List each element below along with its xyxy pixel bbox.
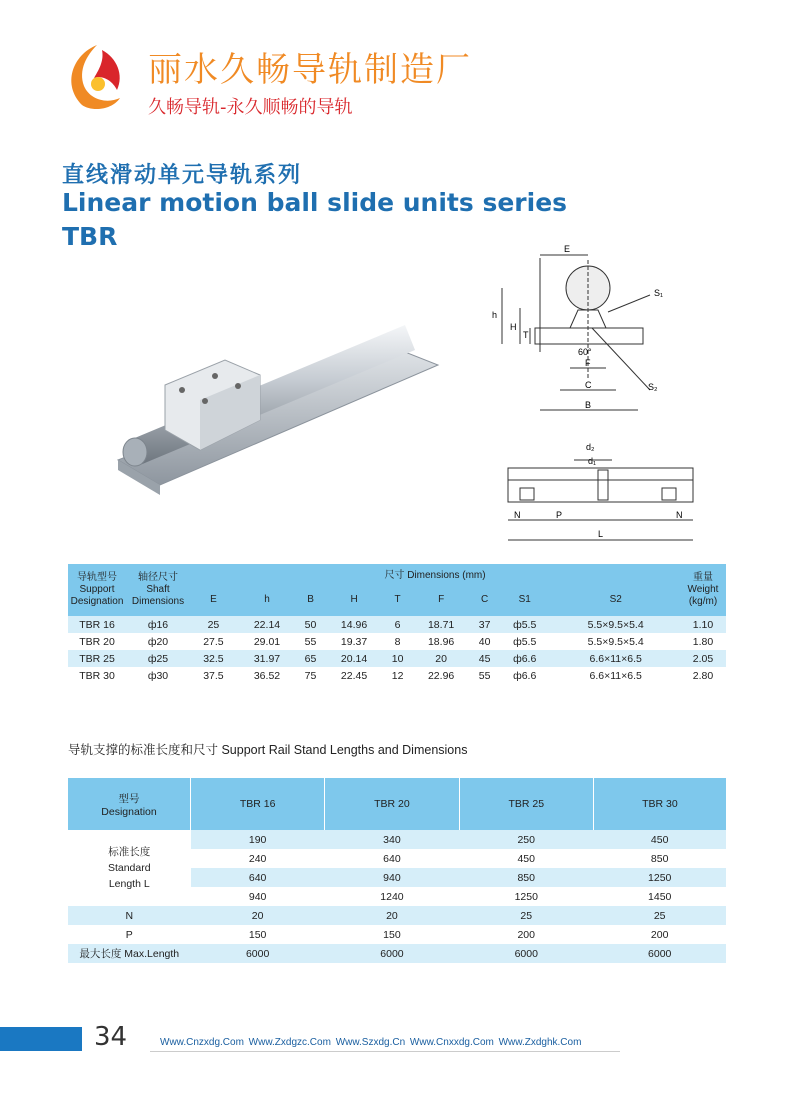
header-model: TBR 25 bbox=[459, 778, 593, 830]
table-row bbox=[68, 830, 726, 849]
table-cell: 19.37 bbox=[340, 635, 368, 648]
header-model: TBR 20 bbox=[325, 778, 459, 830]
header-dim-col: T bbox=[394, 593, 401, 605]
table-cell: 2.05 bbox=[692, 652, 714, 665]
label-h: h bbox=[492, 310, 498, 320]
table-cell: 50 bbox=[304, 618, 317, 631]
table-cell: 75 bbox=[304, 669, 317, 682]
table-cell: 45 bbox=[478, 652, 491, 665]
company-logo bbox=[62, 40, 132, 115]
table-row bbox=[68, 633, 726, 650]
header-dim-col: E bbox=[210, 593, 217, 605]
table-cell: 10 bbox=[391, 652, 404, 665]
page-number: 34 bbox=[94, 1022, 128, 1052]
table-cell: 6000 bbox=[459, 944, 593, 963]
table-cell: 6000 bbox=[325, 944, 459, 963]
header-dim-col: S1 bbox=[518, 593, 531, 605]
label-E: E bbox=[564, 244, 571, 254]
header-model: TBR 30 bbox=[593, 778, 726, 830]
table-cell: 25 bbox=[207, 618, 220, 631]
table-row bbox=[68, 650, 726, 667]
table-cell: ф5.5 bbox=[513, 618, 537, 631]
label-N-left: N bbox=[514, 510, 521, 520]
table-cell: 27.5 bbox=[203, 635, 224, 648]
header-dim-col: B bbox=[307, 593, 314, 605]
title-english: Linear motion ball slide units series bbox=[62, 188, 568, 217]
table-cell: 55 bbox=[478, 669, 491, 682]
company-slogan: 久畅导轨-永久顺畅的导轨 bbox=[148, 97, 353, 118]
table-cell: 55 bbox=[304, 635, 317, 648]
table-cell: 29.01 bbox=[253, 635, 281, 648]
label-F: F bbox=[585, 358, 591, 368]
table-cell: ф20 bbox=[147, 635, 169, 648]
table-row bbox=[68, 906, 726, 925]
table-cell: 22.14 bbox=[253, 618, 281, 631]
table-row bbox=[68, 925, 726, 944]
header-dim-col: h bbox=[264, 593, 270, 605]
title-chinese: 直线滑动单元导轨系列 bbox=[62, 163, 303, 188]
table-cell: 20.14 bbox=[340, 652, 368, 665]
table-cell: 6000 bbox=[191, 944, 325, 963]
table-row bbox=[68, 616, 726, 633]
table-cell: 20 bbox=[191, 906, 325, 925]
table-cell: TBR 20 bbox=[79, 635, 115, 648]
table-cell: 850 bbox=[459, 868, 593, 887]
header-model: TBR 16 bbox=[191, 778, 325, 830]
table-cell: 22.45 bbox=[340, 669, 368, 682]
table-cell: 6 bbox=[394, 618, 401, 631]
footer-websites: Www.Cnzxdg.Com Www.Zxdgzc.Com Www.Szxdg.Cn Www.Cnxxdg.Com Www.Zxdghk.Com bbox=[160, 1037, 582, 1048]
table-cell: 450 bbox=[517, 852, 535, 865]
table-cell: 250 bbox=[459, 830, 593, 849]
header-weight: 重量 Weight (kg/m) bbox=[687, 572, 719, 607]
label-L: L bbox=[598, 529, 604, 539]
table-cell: ф5.5 bbox=[513, 635, 537, 648]
label-P: P bbox=[556, 510, 563, 520]
table-cell: 5.5×9.5×5.4 bbox=[587, 635, 644, 648]
table-cell: 450 bbox=[593, 830, 726, 849]
header-support: 导轨型号 Support Designation bbox=[70, 572, 124, 607]
header-designation: 型号 Designation bbox=[68, 778, 191, 830]
table-cell: 37 bbox=[478, 618, 491, 631]
label-B: B bbox=[585, 400, 592, 410]
label-d2: d₂ bbox=[586, 442, 595, 452]
table-cell: 22.96 bbox=[427, 669, 455, 682]
table-cell: 200 bbox=[517, 928, 535, 941]
row-label: 标准长度 Standard Length L bbox=[68, 830, 191, 906]
table-cell: 18.96 bbox=[427, 635, 455, 648]
label-d1: d₁ bbox=[588, 456, 597, 466]
table-cell: 65 bbox=[304, 652, 317, 665]
table-cell: ф6.6 bbox=[513, 652, 537, 665]
label-H: H bbox=[510, 322, 517, 332]
table-cell: 190 bbox=[191, 830, 325, 849]
table-cell: 20 bbox=[435, 652, 447, 665]
table-cell: 340 bbox=[325, 830, 459, 849]
title-model: TBR bbox=[62, 222, 118, 251]
table-cell: 37.5 bbox=[203, 669, 224, 682]
table-cell: 12 bbox=[391, 669, 404, 682]
table-cell: 5.5×9.5×5.4 bbox=[587, 618, 644, 631]
footer-divider bbox=[150, 1051, 620, 1052]
table-cell: 6.6×11×6.5 bbox=[589, 652, 642, 665]
header-shaft: 轴径尺寸 Shaft Dimensions bbox=[131, 572, 185, 607]
label-angle: 60° bbox=[578, 347, 592, 357]
table-cell: 31.97 bbox=[253, 652, 281, 665]
table-cell: 1.10 bbox=[692, 618, 714, 631]
table-cell: 640 bbox=[191, 868, 325, 887]
table-cell: 2.80 bbox=[692, 669, 714, 682]
cross-section-diagram bbox=[490, 240, 695, 420]
table-cell: 18.71 bbox=[427, 618, 455, 631]
table-cell: 240 bbox=[248, 852, 267, 865]
company-name: 丽水久畅导轨制造厂 bbox=[148, 50, 472, 90]
table-cell: 8 bbox=[394, 635, 401, 648]
side-view-diagram bbox=[500, 440, 700, 545]
table-cell: 200 bbox=[650, 928, 669, 941]
table-cell: ф30 bbox=[147, 669, 169, 682]
label-T: T bbox=[523, 330, 529, 340]
table-cell: 1250 bbox=[593, 868, 726, 887]
table-cell: TBR 25 bbox=[79, 652, 115, 665]
table-cell: 640 bbox=[383, 852, 401, 865]
row-label: P bbox=[125, 928, 133, 941]
header-dim-col: C bbox=[481, 593, 489, 605]
row-label: N bbox=[68, 906, 191, 925]
table-cell: 6000 bbox=[593, 944, 726, 963]
table-cell: 1.80 bbox=[692, 635, 714, 648]
table-cell: 940 bbox=[325, 868, 459, 887]
dimensions-table bbox=[68, 564, 726, 684]
table-cell: 150 bbox=[383, 928, 401, 941]
row-label: 最大长度 Max.Length bbox=[68, 944, 191, 963]
table-cell: ф25 bbox=[147, 652, 169, 665]
label-S2: S₂ bbox=[648, 382, 658, 392]
table-cell: 6.6×11×6.5 bbox=[589, 669, 642, 682]
header-dim-col: S2 bbox=[609, 593, 622, 605]
header-dimensions: 尺寸 Dimensions (mm) bbox=[384, 569, 486, 581]
table-row bbox=[68, 667, 726, 684]
table-cell: ф6.6 bbox=[513, 669, 537, 682]
section-title-rail-lengths: 导轨支撑的标准长度和尺寸 Support Rail Stand Lengths and Dimensions bbox=[68, 743, 468, 757]
table-cell: 36.52 bbox=[253, 669, 281, 682]
table-cell: 1450 bbox=[648, 890, 672, 903]
label-C: C bbox=[585, 380, 592, 390]
table-cell: 25 bbox=[593, 906, 726, 925]
table-cell: 25 bbox=[459, 906, 593, 925]
header-dim-col: F bbox=[438, 593, 445, 605]
product-photo bbox=[110, 290, 445, 500]
label-N-right: N bbox=[676, 510, 683, 520]
table-cell: 40 bbox=[478, 635, 491, 648]
header-dim-col: H bbox=[350, 593, 358, 605]
table-cell: ф16 bbox=[147, 618, 169, 631]
table-cell: 1250 bbox=[514, 890, 538, 903]
table-cell: 940 bbox=[248, 890, 267, 903]
table-cell: 150 bbox=[248, 928, 267, 941]
table-cell: TBR 16 bbox=[79, 618, 115, 631]
table-cell: 14.96 bbox=[340, 618, 368, 631]
table-cell: 1240 bbox=[380, 890, 404, 903]
table-cell: 20 bbox=[325, 906, 459, 925]
table-row bbox=[68, 944, 726, 963]
label-S1: S₁ bbox=[654, 288, 664, 298]
table-cell: TBR 30 bbox=[79, 669, 115, 682]
footer-bar bbox=[0, 1027, 82, 1051]
rail-lengths-table bbox=[68, 778, 726, 963]
table-cell: 850 bbox=[650, 852, 669, 865]
table-cell: 32.5 bbox=[203, 652, 224, 665]
